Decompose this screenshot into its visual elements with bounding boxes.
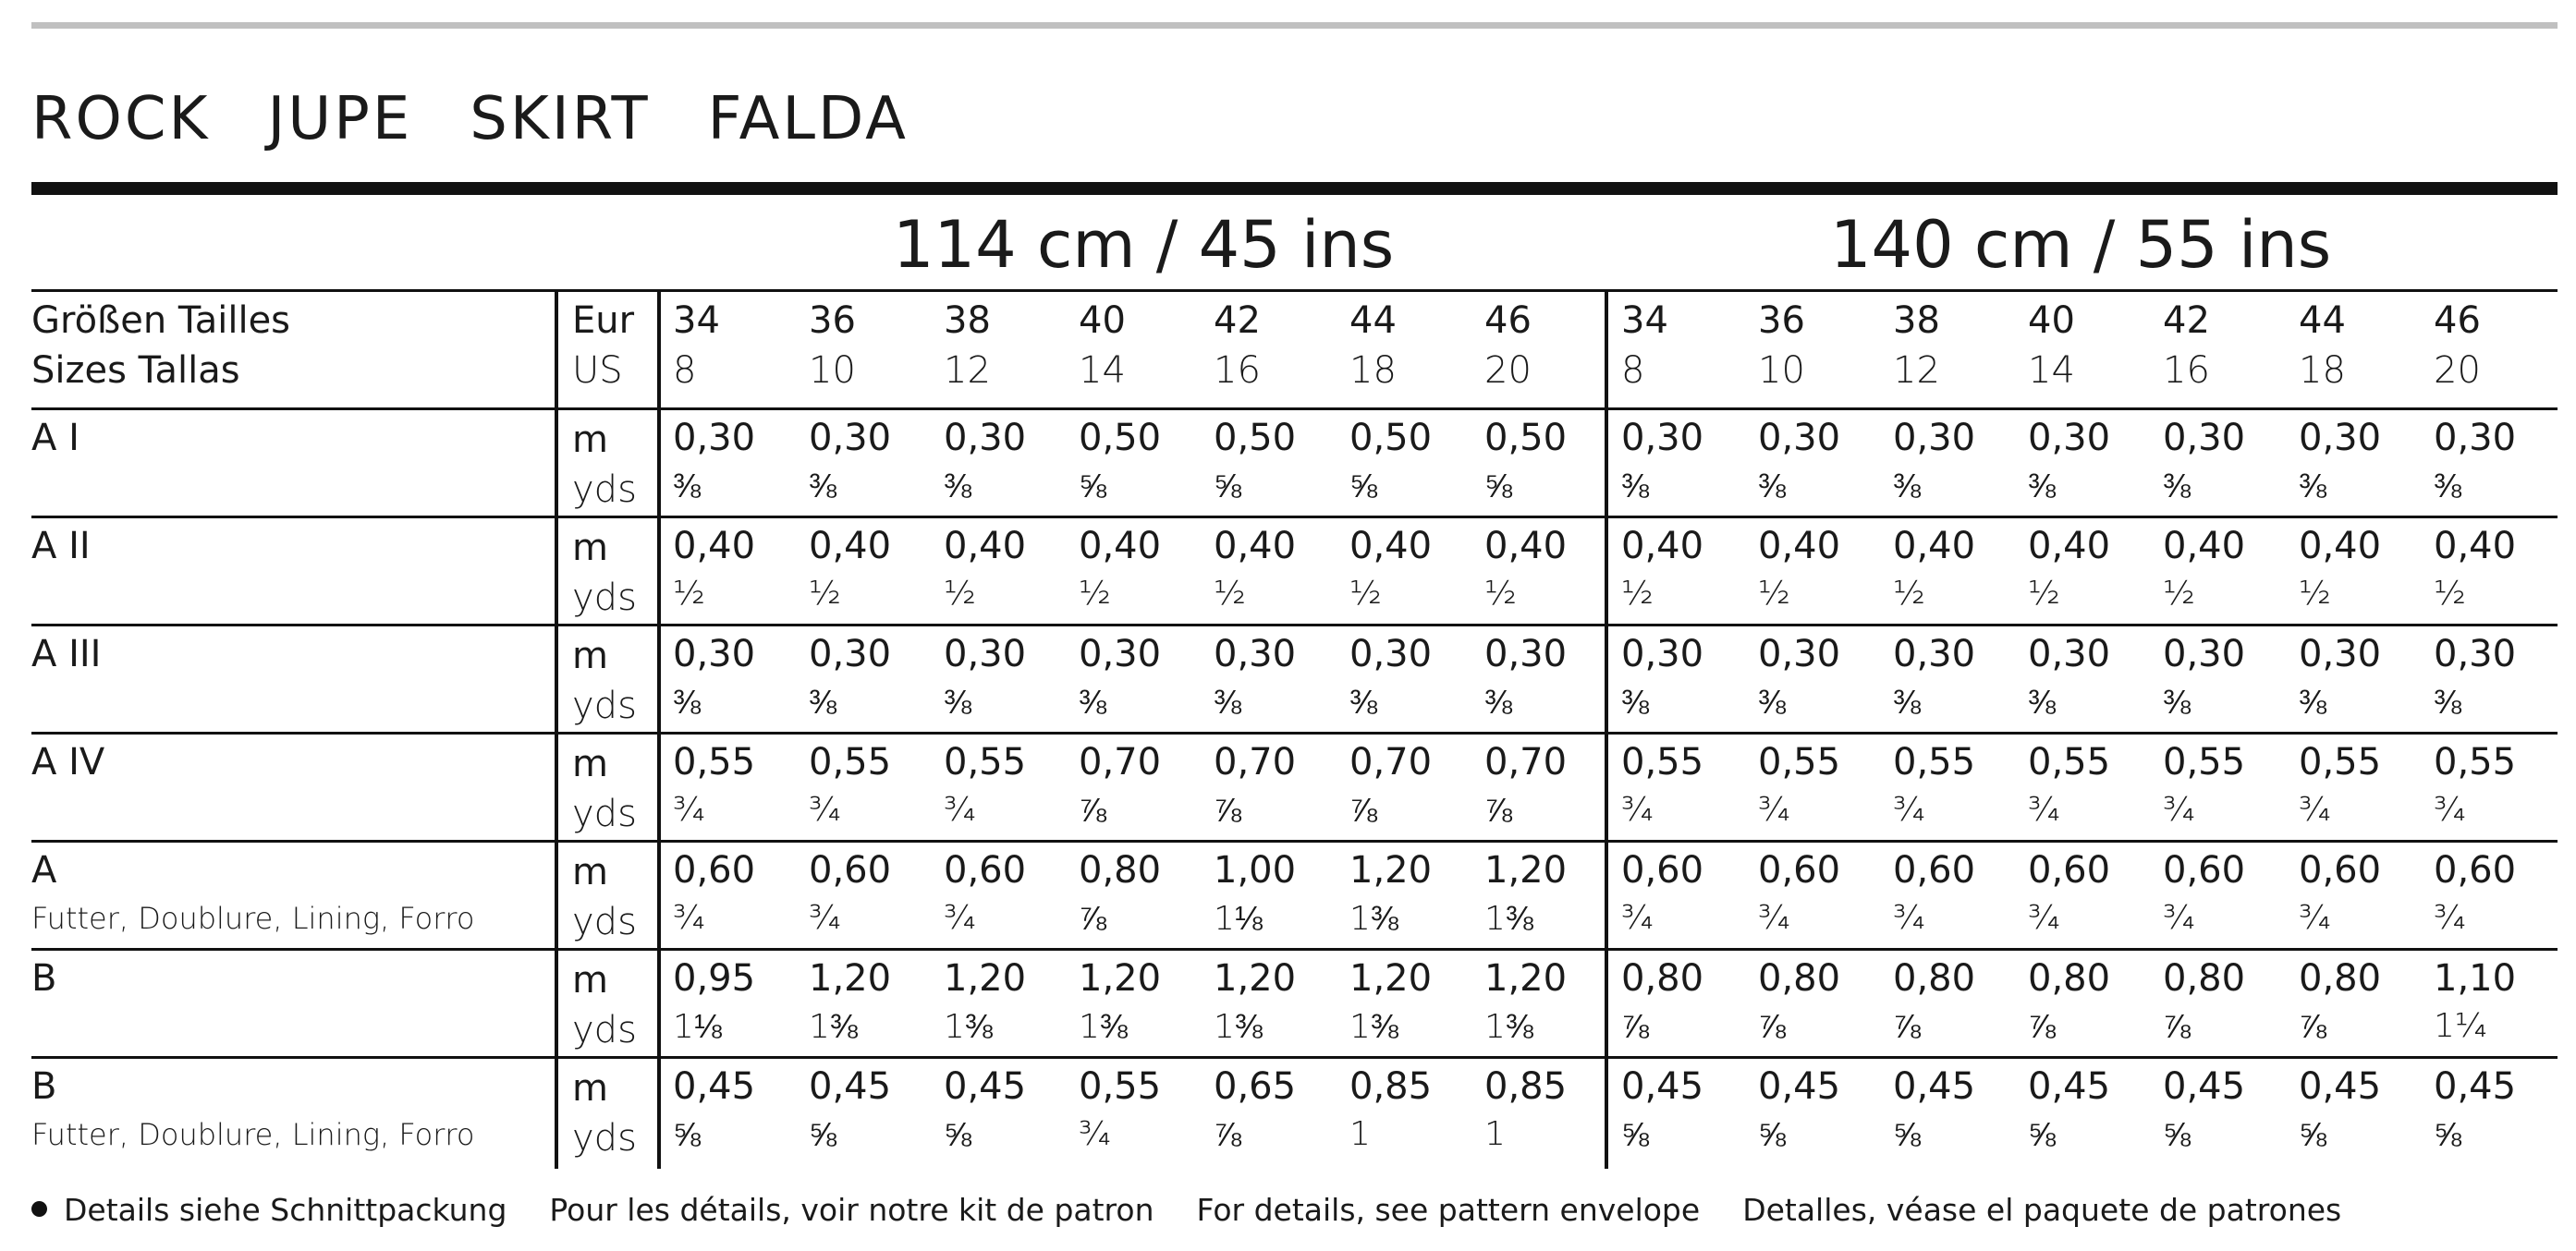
- meter-value: 0,40: [944, 525, 1027, 567]
- meter-value: 1,10: [2434, 957, 2517, 1000]
- yard-value: ¾: [1621, 791, 1654, 829]
- yard-value: 1⅛: [1214, 900, 1263, 938]
- meter-value: 0,55: [673, 741, 756, 783]
- yard-value: ¾: [1079, 1115, 1111, 1153]
- meter-value: 0,80: [2299, 957, 2382, 1000]
- footer-en: For details, see pattern envelope: [1196, 1192, 1701, 1228]
- row-divider: [31, 732, 2558, 735]
- yard-value: ⅜: [944, 684, 972, 722]
- fabric-group-divider: [1605, 289, 1608, 1169]
- meter-value: 0,95: [673, 957, 756, 1000]
- unit-yds: yds: [572, 685, 637, 727]
- yard-value: ¾: [1758, 899, 1790, 937]
- meter-value: 0,45: [1893, 1065, 1976, 1108]
- yard-value: 1⅛: [673, 1008, 722, 1046]
- yard-value: ⅝: [944, 1116, 972, 1154]
- meter-value: 0,30: [2299, 633, 2382, 675]
- yard-value: ¾: [944, 791, 976, 829]
- yard-value: ½: [673, 575, 705, 613]
- meter-value: 0,30: [1621, 633, 1704, 675]
- yard-value: ½: [1758, 575, 1790, 613]
- unit-us: US: [572, 349, 623, 392]
- yard-value: ¾: [809, 791, 841, 829]
- yard-value: ⅞: [2163, 1008, 2191, 1046]
- yard-value: ¾: [2434, 899, 2466, 937]
- yard-value: 1⅜: [1079, 1008, 1128, 1046]
- yard-value: 1⅜: [1349, 900, 1398, 938]
- yard-value: ⅞: [1214, 792, 1242, 830]
- yard-value: ⅜: [1893, 684, 1922, 722]
- yard-value: ⅜: [809, 684, 837, 722]
- footer-es: Detalles, véase el paquete de patrones: [1742, 1192, 2342, 1228]
- unit-column-divider: [555, 289, 558, 1169]
- size-label-line2: Sizes Tallas: [31, 349, 240, 392]
- meter-value: 0,40: [1349, 525, 1433, 567]
- meter-value: 0,30: [1214, 633, 1297, 675]
- yard-value: ⅝: [1758, 1116, 1787, 1154]
- meter-value: 0,80: [1621, 957, 1704, 1000]
- yard-value: ⅜: [1621, 468, 1650, 505]
- meter-value: 0,80: [1758, 957, 1841, 1000]
- us-size: 18: [1349, 349, 1397, 392]
- meter-value: 0,40: [1758, 525, 1841, 567]
- meter-value: 0,40: [2163, 525, 2246, 567]
- row-label: B: [31, 957, 57, 1000]
- meter-value: 0,40: [2434, 525, 2517, 567]
- meter-value: 0,40: [1484, 525, 1568, 567]
- yard-value: ⅜: [809, 468, 837, 505]
- us-size: 18: [2299, 349, 2346, 392]
- meter-value: 0,40: [673, 525, 756, 567]
- meter-value: 0,45: [1621, 1065, 1704, 1108]
- meter-value: 1,20: [1349, 849, 1433, 892]
- yard-value: ¾: [2163, 791, 2195, 829]
- eur-size: 42: [2163, 299, 2210, 342]
- yard-value: 1: [1349, 1115, 1371, 1153]
- meter-value: 0,30: [2299, 417, 2382, 459]
- row-divider: [31, 516, 2558, 518]
- yard-value: ⅝: [809, 1116, 837, 1154]
- yard-value: ½: [1079, 575, 1111, 613]
- us-size: 16: [2163, 349, 2210, 392]
- row-sublabel: Futter, Doublure, Lining, Forro: [31, 1117, 475, 1152]
- meter-value: 0,65: [1214, 1065, 1297, 1108]
- yard-value: 1⅜: [1484, 1008, 1533, 1046]
- yard-value: ⅜: [944, 468, 972, 505]
- meter-value: 1,20: [1079, 957, 1162, 1000]
- meter-value: 0,30: [2434, 633, 2517, 675]
- unit-yds: yds: [572, 793, 637, 835]
- row-sublabel: Futter, Doublure, Lining, Forro: [31, 901, 475, 936]
- yard-value: ⅜: [1214, 684, 1242, 722]
- meter-value: 0,30: [1893, 417, 1976, 459]
- meter-value: 1,00: [1214, 849, 1297, 892]
- meter-value: 0,40: [1214, 525, 1297, 567]
- size-label-line1: Größen Tailles: [31, 299, 291, 342]
- yard-value: ⅜: [1621, 684, 1650, 722]
- meter-value: 0,85: [1484, 1065, 1568, 1108]
- yard-value: ½: [2028, 575, 2060, 613]
- yard-value: ⅝: [673, 1116, 702, 1154]
- row-divider: [31, 624, 2558, 626]
- meter-value: 0,60: [2028, 849, 2111, 892]
- yard-value: ½: [1484, 575, 1517, 613]
- size-column-divider: [657, 289, 661, 1169]
- eur-size: 36: [809, 299, 856, 342]
- meter-value: 0,40: [2028, 525, 2111, 567]
- meter-value: 0,45: [2434, 1065, 2517, 1108]
- row-label: B: [31, 1065, 57, 1108]
- yard-value: 1⅜: [1349, 1008, 1398, 1046]
- meter-value: 0,30: [2434, 417, 2517, 459]
- yard-value: ⅞: [1484, 792, 1513, 830]
- meter-value: 1,20: [1484, 849, 1568, 892]
- top-rule: [31, 22, 2558, 29]
- meter-value: 1,20: [1349, 957, 1433, 1000]
- yard-value: ⅞: [2028, 1008, 2057, 1046]
- meter-value: 0,45: [2163, 1065, 2246, 1108]
- meter-value: 0,55: [944, 741, 1027, 783]
- row-divider: [31, 840, 2558, 843]
- eur-size: 40: [2028, 299, 2075, 342]
- yard-value: ⅝: [2163, 1116, 2191, 1154]
- yard-value: ⅜: [2434, 684, 2462, 722]
- yard-value: ⅞: [1079, 900, 1107, 938]
- yard-value: ¾: [1893, 899, 1925, 937]
- yard-value: ⅞: [1758, 1008, 1787, 1046]
- meter-value: 0,30: [1758, 633, 1841, 675]
- unit-yds: yds: [572, 577, 637, 619]
- meter-value: 0,60: [2434, 849, 2517, 892]
- yard-value: ⅜: [673, 684, 702, 722]
- meter-value: 0,80: [1079, 849, 1162, 892]
- yard-value: ⅜: [2163, 684, 2191, 722]
- footer-fr: Pour les détails, voir notre kit de patron: [549, 1192, 1154, 1228]
- meter-value: 0,40: [1079, 525, 1162, 567]
- yard-value: ⅝: [1621, 1116, 1650, 1154]
- meter-value: 0,60: [2299, 849, 2382, 892]
- meter-value: 0,60: [944, 849, 1027, 892]
- meter-value: 1,20: [1484, 957, 1568, 1000]
- meter-value: 0,30: [944, 417, 1027, 459]
- meter-value: 0,60: [1621, 849, 1704, 892]
- unit-yds: yds: [572, 1009, 637, 1051]
- meter-value: 1,20: [1214, 957, 1297, 1000]
- yard-value: ¾: [944, 899, 976, 937]
- meter-value: 0,30: [1621, 417, 1704, 459]
- meter-value: 0,70: [1484, 741, 1568, 783]
- us-size: 10: [1758, 349, 1805, 392]
- eur-size: 46: [1484, 299, 1532, 342]
- meter-value: 0,30: [2163, 633, 2246, 675]
- yard-value: ⅝: [1214, 468, 1242, 505]
- yard-value: ⅜: [2028, 684, 2057, 722]
- meter-value: 0,30: [2028, 417, 2111, 459]
- us-size: 14: [2028, 349, 2075, 392]
- yard-value: ½: [1349, 575, 1382, 613]
- us-size: 12: [1893, 349, 1940, 392]
- meter-value: 0,45: [944, 1065, 1027, 1108]
- yard-value: ¾: [2028, 791, 2060, 829]
- meter-value: 0,30: [809, 633, 892, 675]
- yard-value: ⅝: [2028, 1116, 2057, 1154]
- yard-value: ½: [2299, 575, 2331, 613]
- unit-yds: yds: [572, 468, 637, 511]
- meter-value: 1,20: [944, 957, 1027, 1000]
- yard-value: ¾: [1621, 899, 1654, 937]
- meter-value: 0,45: [2028, 1065, 2111, 1108]
- eur-size: 38: [1893, 299, 1940, 342]
- meter-value: 0,30: [1893, 633, 1976, 675]
- meter-value: 0,30: [2163, 417, 2246, 459]
- meter-value: 0,45: [673, 1065, 756, 1108]
- meter-value: 0,30: [2028, 633, 2111, 675]
- yard-value: ¾: [673, 899, 705, 937]
- meter-value: 0,40: [1893, 525, 1976, 567]
- meter-value: 0,40: [1621, 525, 1704, 567]
- yard-value: ¾: [2299, 791, 2331, 829]
- meter-value: 0,30: [1758, 417, 1841, 459]
- yard-value: ⅞: [1893, 1008, 1922, 1046]
- yard-value: ⅜: [1079, 684, 1107, 722]
- meter-value: 0,60: [1758, 849, 1841, 892]
- yard-value: ½: [1621, 575, 1654, 613]
- meter-value: 0,70: [1214, 741, 1297, 783]
- unit-yds: yds: [572, 1117, 637, 1160]
- title-fr: JUPE: [267, 85, 413, 153]
- row-label: A: [31, 849, 57, 892]
- yard-value: ⅞: [1214, 1116, 1242, 1154]
- meter-value: 0,80: [2163, 957, 2246, 1000]
- yard-value: ⅜: [2028, 468, 2057, 505]
- yard-value: ⅝: [1893, 1116, 1922, 1154]
- meter-value: 0,45: [809, 1065, 892, 1108]
- unit-m: m: [572, 1067, 608, 1110]
- unit-eur: Eur: [572, 299, 635, 342]
- yard-value: ¾: [673, 791, 705, 829]
- yard-value: ½: [809, 575, 841, 613]
- meter-value: 0,70: [1349, 741, 1433, 783]
- us-size: 16: [1214, 349, 1261, 392]
- eur-size: 36: [1758, 299, 1805, 342]
- yard-value: ⅜: [2163, 468, 2191, 505]
- eur-size: 38: [944, 299, 991, 342]
- us-size: 8: [673, 349, 697, 392]
- us-size: 8: [1621, 349, 1645, 392]
- yard-value: ⅞: [1079, 792, 1107, 830]
- meter-value: 0,45: [1758, 1065, 1841, 1108]
- yard-value: 1⅜: [944, 1008, 993, 1046]
- unit-m: m: [572, 851, 608, 893]
- fabric-width-114: 114 cm / 45 ins: [893, 207, 1395, 283]
- meter-value: 0,85: [1349, 1065, 1433, 1108]
- meter-value: 0,30: [1484, 633, 1568, 675]
- footer-note: [31, 1192, 2384, 1228]
- meter-value: 0,30: [1349, 633, 1433, 675]
- yard-value: ¾: [2163, 899, 2195, 937]
- yard-value: ½: [2163, 575, 2195, 613]
- us-size: 14: [1079, 349, 1126, 392]
- meter-value: 0,55: [1758, 741, 1841, 783]
- eur-size: 44: [1349, 299, 1397, 342]
- yard-value: 1⅜: [809, 1008, 858, 1046]
- meter-value: 0,55: [1893, 741, 1976, 783]
- eur-size: 46: [2434, 299, 2481, 342]
- yard-value: ½: [2434, 575, 2466, 613]
- unit-m: m: [572, 527, 608, 569]
- meter-value: 0,30: [1079, 633, 1162, 675]
- meter-value: 0,80: [1893, 957, 1976, 1000]
- meter-value: 0,55: [2434, 741, 2517, 783]
- yard-value: ⅜: [1758, 468, 1787, 505]
- yard-value: ¾: [2028, 899, 2060, 937]
- meter-value: 0,55: [2163, 741, 2246, 783]
- eur-size: 34: [1621, 299, 1668, 342]
- meter-value: 0,55: [1079, 1065, 1162, 1108]
- meter-value: 0,50: [1214, 417, 1297, 459]
- yard-value: ¾: [2434, 791, 2466, 829]
- unit-m: m: [572, 959, 608, 1002]
- meter-value: 1,20: [809, 957, 892, 1000]
- meter-value: 0,70: [1079, 741, 1162, 783]
- row-divider: [31, 289, 2558, 292]
- meter-value: 0,50: [1349, 417, 1433, 459]
- eur-size: 44: [2299, 299, 2346, 342]
- us-size: 20: [1484, 349, 1532, 392]
- row-divider: [31, 1056, 2558, 1059]
- meter-value: 0,60: [1893, 849, 1976, 892]
- meter-value: 0,60: [809, 849, 892, 892]
- yard-value: ⅜: [1484, 684, 1513, 722]
- title-es: FALDA: [707, 85, 909, 153]
- meter-value: 0,30: [673, 417, 756, 459]
- meter-value: 0,30: [673, 633, 756, 675]
- meter-value: 0,55: [1621, 741, 1704, 783]
- us-size: 12: [944, 349, 991, 392]
- meter-value: 0,40: [809, 525, 892, 567]
- row-label: A IV: [31, 741, 105, 783]
- fabric-width-140: 140 cm / 55 ins: [1830, 207, 2332, 283]
- us-size: 10: [809, 349, 856, 392]
- row-label: A I: [31, 417, 79, 459]
- yard-value: ¾: [2299, 899, 2331, 937]
- meter-value: 0,55: [2299, 741, 2382, 783]
- meter-value: 0,60: [2163, 849, 2246, 892]
- yard-value: ⅜: [1893, 468, 1922, 505]
- yard-value: ⅜: [1758, 684, 1787, 722]
- yard-value: ½: [1893, 575, 1925, 613]
- row-divider: [31, 407, 2558, 410]
- yard-value: ¾: [1758, 791, 1790, 829]
- yard-value: ⅞: [1621, 1008, 1650, 1046]
- yard-value: ⅝: [1079, 468, 1107, 505]
- row-label: A II: [31, 525, 91, 567]
- bullet-icon: [31, 1201, 47, 1217]
- yard-value: ⅜: [2434, 468, 2462, 505]
- title-en: SKIRT: [470, 85, 651, 153]
- yard-value: 1⅜: [1214, 1008, 1263, 1046]
- row-label: A III: [31, 633, 102, 675]
- title-de: ROCK: [31, 85, 211, 153]
- row-divider: [31, 948, 2558, 951]
- meter-value: 0,45: [2299, 1065, 2382, 1108]
- yard-value: ⅜: [2299, 468, 2327, 505]
- us-size: 20: [2434, 349, 2481, 392]
- meter-value: 0,55: [2028, 741, 2111, 783]
- unit-yds: yds: [572, 901, 637, 943]
- page-title: [31, 85, 966, 153]
- yard-value: ⅝: [1349, 468, 1378, 505]
- eur-size: 42: [1214, 299, 1261, 342]
- yard-value: ⅜: [2299, 684, 2327, 722]
- yard-value: ⅜: [1349, 684, 1378, 722]
- yard-value: ½: [1214, 575, 1246, 613]
- yard-value: ⅝: [2299, 1116, 2327, 1154]
- yard-value: ¾: [809, 899, 841, 937]
- meter-value: 0,80: [2028, 957, 2111, 1000]
- yard-value: ½: [944, 575, 976, 613]
- footer-de: Details siehe Schnittpackung: [64, 1192, 507, 1228]
- meter-value: 0,30: [809, 417, 892, 459]
- yard-value: 1⅜: [1484, 900, 1533, 938]
- yard-value: ⅞: [2299, 1008, 2327, 1046]
- yard-value: ⅝: [2434, 1116, 2462, 1154]
- meter-value: 0,30: [944, 633, 1027, 675]
- yard-value: ⅝: [1484, 468, 1513, 505]
- unit-m: m: [572, 743, 608, 785]
- meter-value: 0,60: [673, 849, 756, 892]
- meter-value: 0,50: [1484, 417, 1568, 459]
- yard-value: 1¼: [2434, 1007, 2487, 1045]
- yard-value: ⅜: [673, 468, 702, 505]
- meter-value: 0,55: [809, 741, 892, 783]
- yard-value: ⅞: [1349, 792, 1378, 830]
- meter-value: 0,40: [2299, 525, 2382, 567]
- eur-size: 34: [673, 299, 720, 342]
- meter-value: 0,50: [1079, 417, 1162, 459]
- yard-value: 1: [1484, 1115, 1506, 1153]
- unit-m: m: [572, 419, 608, 461]
- eur-size: 40: [1079, 299, 1126, 342]
- yard-value: ¾: [1893, 791, 1925, 829]
- title-rule: [31, 182, 2558, 195]
- unit-m: m: [572, 635, 608, 677]
